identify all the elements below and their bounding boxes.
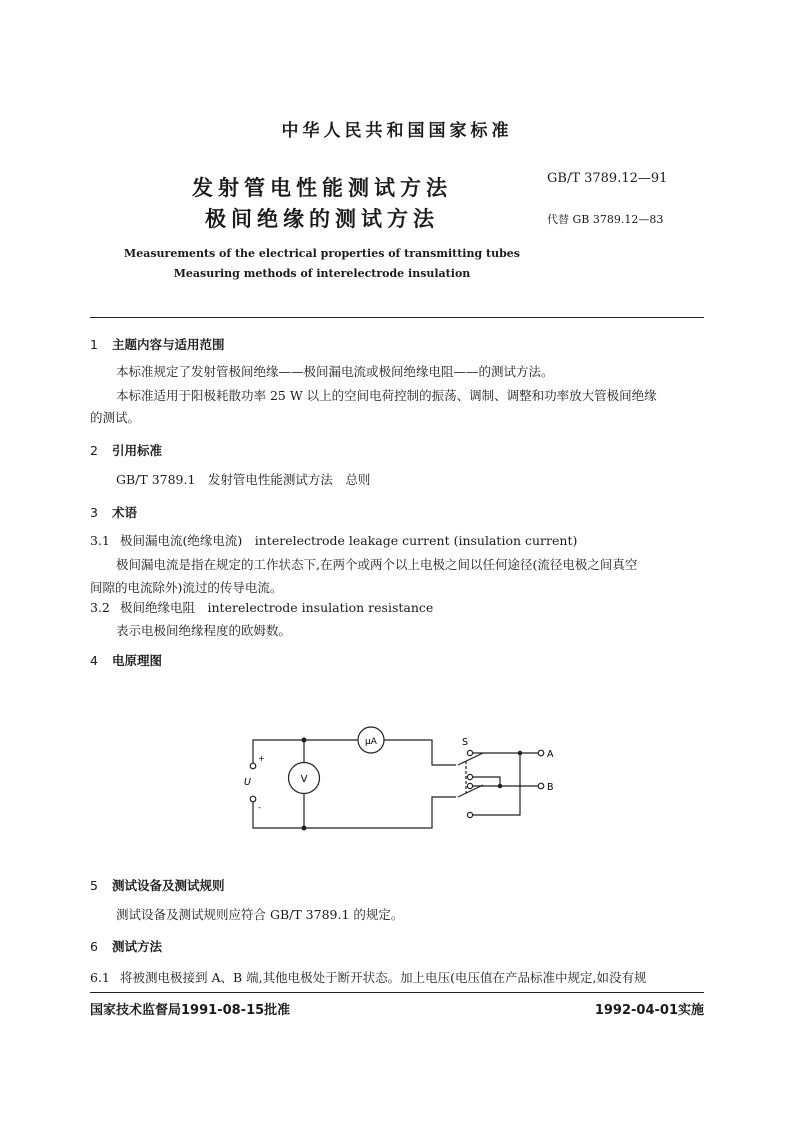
term-text: 极间绝缘电阻 interelectrode insulation resistance	[120, 600, 434, 615]
switch-contact-2	[467, 774, 472, 779]
supply-terminal-plus	[250, 763, 256, 769]
term-3-1-definition-line1: 极间漏电流是指在规定的工作状态下,在两个或两个以上电极之间以任何途径(流径电极之间真空	[116, 557, 638, 572]
subsection-number: 3.1	[90, 533, 110, 548]
method-text: 将被测电极接到 A、B 端,其他电极处于断开状态。加上电压(电压值在产品标准中规定,如没有规	[120, 970, 647, 985]
node-top	[302, 738, 307, 743]
replaces-standard: 代替 GB 3789.12—83	[547, 213, 664, 226]
section-title: 电原理图	[112, 653, 163, 668]
section-1-paragraph-2-cont: 的测试。	[90, 410, 141, 425]
country-standard-heading: 中华人民共和国国家标准	[281, 121, 513, 141]
wire-bottom	[253, 797, 456, 828]
switch-contact-1	[467, 750, 472, 755]
english-title-line1: Measurements of the electrical properties of transmitting tubes	[124, 247, 520, 260]
wire-cross-a	[472, 753, 520, 815]
switch-label: S	[462, 737, 469, 748]
wire-top-left	[253, 740, 358, 763]
method-6-1	[90, 968, 647, 986]
voltmeter-label: V	[300, 774, 308, 785]
switch-blade-lower	[458, 785, 483, 797]
section-number: 2	[90, 443, 98, 458]
document-title-line2: 极间绝缘的测试方法	[205, 206, 439, 231]
switch-blade-upper	[458, 753, 483, 765]
term-3-1-definition-line2: 间隙的电流除外)流过的传导电流。	[90, 580, 283, 595]
section-title: 测试设备及测试规则	[112, 878, 225, 893]
wire-top-right	[384, 740, 456, 765]
supply-label: U	[244, 777, 251, 788]
english-title-line2: Measuring methods of interelectrode insulation	[173, 267, 471, 280]
document-title-line1: 发射管电性能测试方法	[192, 175, 452, 200]
section-title: 术语	[112, 505, 138, 520]
section-number: 5	[90, 878, 98, 893]
terminal-b-label: B	[547, 782, 554, 793]
referenced-standard: GB/T 3789.1 发射管电性能测试方法 总则	[116, 472, 371, 487]
subsection-number: 6.1	[90, 970, 110, 985]
section-1-paragraph-1: 本标准规定了发射管极间绝缘——极间漏电流或极间绝缘电阻——的测试方法。	[116, 364, 554, 379]
section-number: 1	[90, 337, 98, 352]
section-title: 测试方法	[112, 939, 163, 954]
terminal-b	[538, 783, 544, 789]
section-5-heading	[90, 876, 225, 894]
switch-contact-4	[467, 812, 472, 817]
section-5-paragraph: 测试设备及测试规则应符合 GB/T 3789.1 的规定。	[116, 907, 404, 922]
footer-rule	[90, 992, 704, 993]
node-bottom	[302, 826, 307, 831]
section-number: 6	[90, 939, 98, 954]
microammeter-label: μA	[365, 737, 377, 747]
node-a	[518, 751, 523, 756]
section-title: 主题内容与适用范围	[112, 337, 225, 352]
terminal-a-label: A	[547, 749, 554, 760]
standard-code: GB/T 3789.12—91	[547, 171, 668, 186]
issued-by: 国家技术监督局1991-08-15批准	[90, 1003, 291, 1018]
node-b	[498, 784, 503, 789]
section-6-heading	[90, 937, 162, 955]
section-1-paragraph-2: 本标准适用于阳极耗散功率 25 W 以上的空间电荷控制的振荡、调制、调整和功率放大管极间绝缘	[116, 388, 657, 403]
supply-terminal-minus	[250, 796, 256, 802]
term-3-2-definition: 表示电极间绝缘程度的欧姆数。	[116, 623, 292, 638]
minus-label: -	[258, 803, 261, 812]
section-number: 3	[90, 505, 98, 520]
subsection-number: 3.2	[90, 600, 110, 615]
effective-date: 1992-04-01实施	[594, 1003, 704, 1018]
wire-to-b	[472, 777, 538, 786]
section-title: 引用标准	[112, 443, 163, 458]
term-text: 极间漏电流(绝缘电流) interelectrode leakage current (insulation current)	[120, 533, 578, 548]
terminal-a	[538, 750, 544, 756]
plus-label: +	[258, 754, 265, 763]
switch-contact-3	[467, 783, 472, 788]
section-number: 4	[90, 653, 98, 668]
